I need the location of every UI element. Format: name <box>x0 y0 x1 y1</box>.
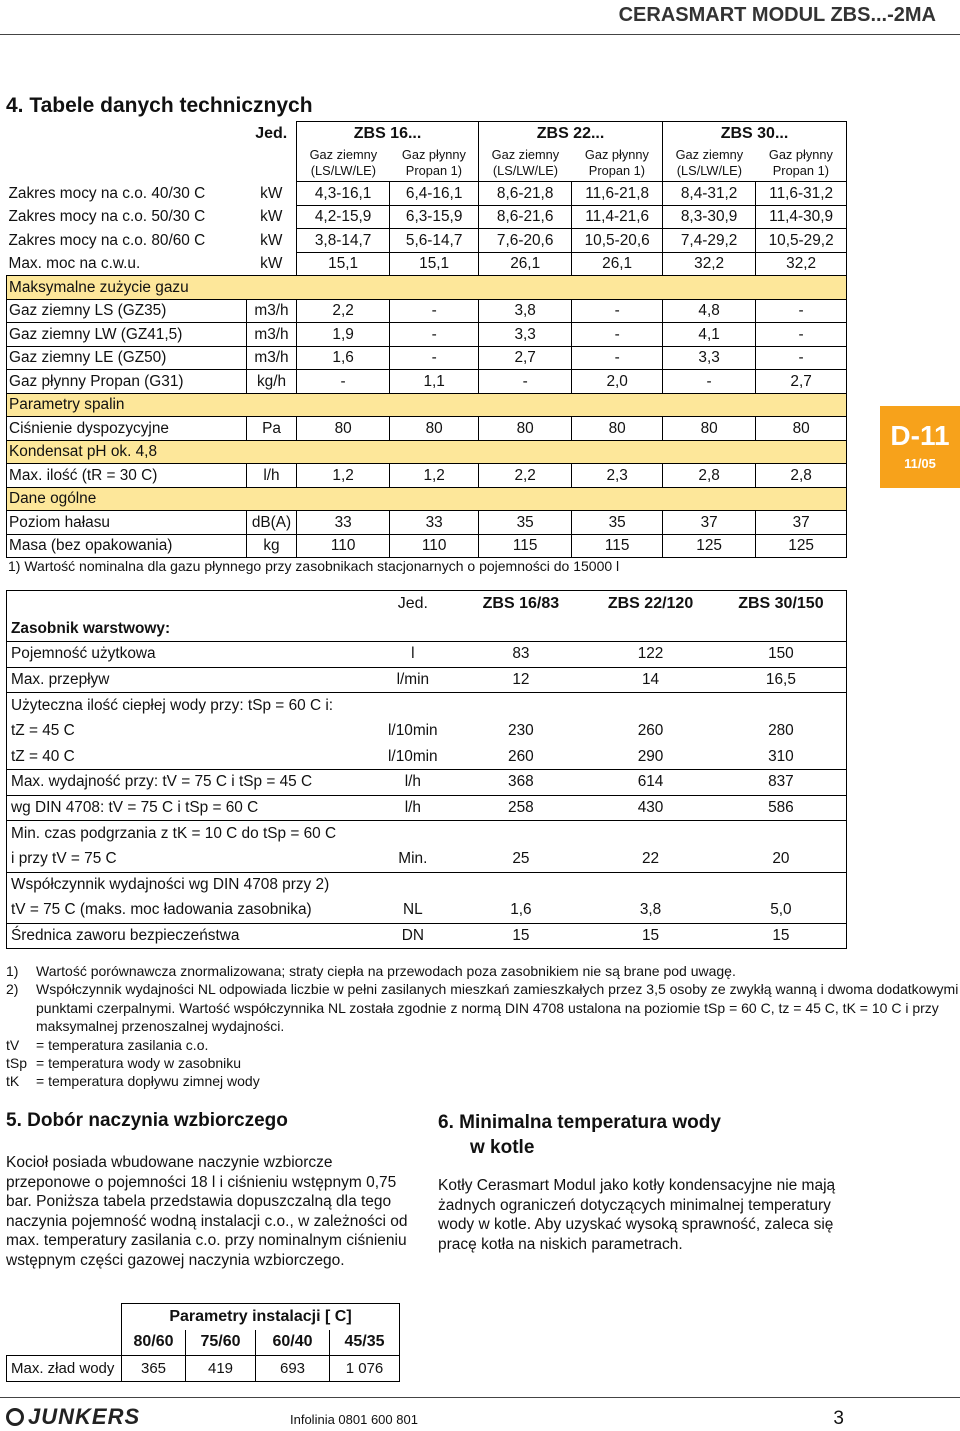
value-cell: - <box>390 299 479 323</box>
value-cell: 230 <box>508 722 534 740</box>
unit-cell: l/h <box>247 464 297 488</box>
value-cell: 110 <box>390 534 479 558</box>
document-header: CERASMART MODUL ZBS...-2MA <box>618 4 936 26</box>
value-cell: 837 <box>716 770 847 796</box>
unit-cell <box>369 872 456 898</box>
row-label: Zakres mocy na c.o. 80/60 C <box>8 231 206 249</box>
unit-cell: kW <box>260 231 283 249</box>
footnote-item <box>6 1072 960 1090</box>
temp-col: 75/60 <box>186 1330 256 1356</box>
section-5-text: Kocioł posiada wbudowane naczynie wzbiorcze przeponowe o pojemności 18 l i ciśnieniu wstępnym 0,75 bar. Poniższa tabela przedstawia dopuszczalną dla tego naczynia pojemność wodną instalacji c.o., w zależności od max. temperatury zasilania c.o. przy nominalnym ciśnieniu wstępnym części gazowej naczynia wzbiorczego. <box>6 1154 408 1269</box>
value-cell: 2,8 <box>663 464 756 488</box>
row-label: Min. czas podgrzania z tK = 10 C do tSp = 60 C <box>11 824 337 842</box>
value-cell: 15 <box>585 923 716 949</box>
value-cell: 1,6 <box>457 898 586 924</box>
unit-cell: kg <box>247 534 297 558</box>
row-label: tZ = 45 C <box>11 722 75 740</box>
value-cell: 1,6 <box>297 346 390 370</box>
value-cell: - <box>479 370 572 394</box>
value-cell: 6,4-16,1 <box>390 182 479 206</box>
value-cell: 80 <box>572 417 663 441</box>
footnotes <box>6 962 960 1091</box>
value-cell: - <box>390 346 479 370</box>
fuel-subheader: Gaz ziemny (LS/LW/LE) <box>663 146 756 182</box>
value-cell: 8,6-21,8 <box>479 182 572 206</box>
expansion-vessel-table <box>6 1303 400 1382</box>
value-cell: - <box>297 370 390 394</box>
unit-cell: NL <box>369 898 456 924</box>
section-tab <box>880 406 960 488</box>
row-label: Gaz płynny Propan (G31) <box>7 370 247 394</box>
value-cell <box>716 693 847 719</box>
section-date: 11/05 <box>904 456 936 471</box>
value-cell: 35 <box>479 511 572 535</box>
value-cell: 2,0 <box>572 370 663 394</box>
row-label: i przy tV = 75 C <box>7 846 370 872</box>
value-cell: 10,5-20,6 <box>572 229 663 253</box>
header-rule <box>0 34 960 35</box>
value-cell: - <box>756 346 847 370</box>
row-label: Współczynnik wydajności wg DIN 4708 przy 2) <box>11 876 330 894</box>
value-cell: 11,4-30,9 <box>756 205 847 229</box>
value-cell: 37 <box>663 511 756 535</box>
value-cell: 1,2 <box>297 464 390 488</box>
unit-cell <box>369 821 456 847</box>
group-header: Kondensat pH ok. 4,8 <box>7 440 847 464</box>
model-header: ZBS 22/120 <box>607 594 694 612</box>
unit-cell: l/min <box>369 667 456 693</box>
value-cell: 22 <box>585 846 716 872</box>
temp-col: 80/60 <box>122 1330 186 1356</box>
value-cell: - <box>572 323 663 347</box>
footnote-key: tV <box>6 1036 20 1053</box>
value-cell: 122 <box>585 642 716 668</box>
value-cell: 14 <box>585 667 716 693</box>
value-cell: 3,8-14,7 <box>297 229 390 253</box>
value-cell: 2,7 <box>756 370 847 394</box>
value-cell: 26,1 <box>479 252 572 276</box>
value-cell: - <box>756 323 847 347</box>
footnote-key: 1) <box>6 963 19 979</box>
value-cell: 80 <box>390 417 479 441</box>
row-label: Masa (bez opakowania) <box>7 534 247 558</box>
value-cell: 25 <box>457 846 586 872</box>
model-zbs16: ZBS 16... <box>297 122 479 146</box>
value-cell: 15 <box>716 923 847 949</box>
value-cell: 368 <box>457 770 586 796</box>
value-cell <box>457 693 586 719</box>
row-label: Poziom hałasu <box>7 511 247 535</box>
value-cell: 310 <box>716 744 847 770</box>
section-6-text: Kotły Cerasmart Modul jako kotły kondensacyjne nie mają żadnych ograniczeń dotyczących minimalnej temperatury wody w kotle. Aby uzyskać wysoką sprawność, zaleca się pracę kotła na niskich parametrach. <box>438 1177 836 1253</box>
row-label: Gaz ziemny LW (GZ41,5) <box>7 323 247 347</box>
footnote-item <box>6 980 960 1035</box>
value-cell: 115 <box>572 534 663 558</box>
row-label: Gaz ziemny LS (GZ35) <box>7 299 247 323</box>
fuel-subheader: Gaz ziemny (LS/LW/LE) <box>297 146 390 182</box>
value-cell: 614 <box>585 770 716 796</box>
value-cell: 125 <box>663 534 756 558</box>
unit-cell: kW <box>260 208 283 226</box>
value-cell: 80 <box>663 417 756 441</box>
value-cell: 3,8 <box>585 898 716 924</box>
unit-header: Jed. <box>255 124 288 142</box>
section-code: D-11 <box>890 420 950 451</box>
value-cell: 1,9 <box>297 323 390 347</box>
value-cell: 290 <box>585 744 716 770</box>
row-label: Max. wydajność przy: tV = 75 C i tSp = 45 C <box>7 770 370 796</box>
model-zbs30: ZBS 30... <box>663 122 847 146</box>
t3-value: 1 076 <box>330 1356 400 1382</box>
fuel-subheader: Gaz ziemny (LS/LW/LE) <box>479 146 572 182</box>
row-label: Gaz ziemny LE (GZ50) <box>7 346 247 370</box>
unit-cell: l/10min <box>388 722 438 740</box>
footnote-key: tSp <box>6 1055 28 1072</box>
brand-icon <box>6 1408 24 1426</box>
value-cell: 80 <box>479 417 572 441</box>
value-cell: 1,1 <box>390 370 479 394</box>
value-cell: 26,1 <box>572 252 663 276</box>
row-label: Max. przepływ <box>7 667 370 693</box>
value-cell: 15,1 <box>390 252 479 276</box>
value-cell: 32,2 <box>663 252 756 276</box>
footnote-key: 2) <box>6 981 19 998</box>
row-label: tZ = 40 C <box>7 744 370 770</box>
value-cell <box>716 821 847 847</box>
fuel-subheader: Gaz płynny Propan 1) <box>572 146 663 182</box>
junkers-logo: JUNKERS <box>6 1404 140 1430</box>
t3-row-label: Max. zład wody <box>7 1356 122 1382</box>
fuel-subheader: Gaz płynny Propan 1) <box>756 146 847 182</box>
value-cell: 83 <box>457 642 586 668</box>
unit-cell: l/h <box>369 795 456 821</box>
footnote-item <box>6 962 960 980</box>
value-cell <box>585 872 716 898</box>
value-cell <box>457 821 586 847</box>
row-label: Zakres mocy na c.o. 40/30 C <box>8 184 206 202</box>
row-label: Średnica zaworu bezpieczeństwa <box>7 923 370 949</box>
model-zbs22: ZBS 22... <box>479 122 663 146</box>
row-label: Ciśnienie dyspozycyjne <box>7 417 247 441</box>
value-cell: 3,3 <box>663 346 756 370</box>
unit-cell: kW <box>260 184 283 202</box>
hotline: Infolinia 0801 600 801 <box>290 1412 418 1427</box>
unit-cell: dB(A) <box>247 511 297 535</box>
value-cell: 260 <box>637 722 664 740</box>
value-cell: - <box>756 299 847 323</box>
unit-cell: l <box>369 642 456 668</box>
value-cell: 8,3-30,9 <box>663 205 756 229</box>
group-header: Parametry spalin <box>7 393 847 417</box>
tank-title: Zasobnik warstwowy: <box>7 616 370 642</box>
storage-tank-table <box>6 590 847 949</box>
value-cell: 280 <box>768 722 794 740</box>
unit-cell: kg/h <box>247 370 297 394</box>
value-cell <box>585 821 716 847</box>
footnote-item <box>6 1036 960 1054</box>
unit-cell: Min. <box>369 846 456 872</box>
value-cell: 4,3-16,1 <box>297 182 390 206</box>
value-cell: 6,3-15,9 <box>390 205 479 229</box>
value-cell: 5,0 <box>716 898 847 924</box>
footnote-text: = temperatura zasilania c.o. <box>36 1036 209 1053</box>
page-number: 3 <box>833 1408 844 1429</box>
value-cell: 3,3 <box>479 323 572 347</box>
footer-rule <box>0 1397 960 1398</box>
value-cell: 35 <box>572 511 663 535</box>
value-cell: 125 <box>756 534 847 558</box>
unit-header: Jed. <box>397 594 428 612</box>
value-cell: 37 <box>756 511 847 535</box>
t3-value: 693 <box>256 1356 330 1382</box>
value-cell: 11,6-31,2 <box>756 182 847 206</box>
unit-cell: m3/h <box>247 323 297 347</box>
value-cell: 258 <box>457 795 586 821</box>
unit-cell: m3/h <box>247 346 297 370</box>
value-cell: 115 <box>479 534 572 558</box>
value-cell: 16,5 <box>716 667 847 693</box>
value-cell: 20 <box>716 846 847 872</box>
t3-title: Parametry instalacji [ C] <box>122 1304 400 1330</box>
temp-col: 60/40 <box>256 1330 330 1356</box>
value-cell: 4,8 <box>663 299 756 323</box>
value-cell: 10,5-29,2 <box>756 229 847 253</box>
value-cell: 4,1 <box>663 323 756 347</box>
footnote-text: Współczynnik wydajności NL odpowiada liczbie w pełni zasilanych mieszkań zamieszkałych przez 3,5 osoby ze zwykłą wanną i dwoma dodatkowymi punktami czerpalnymi. Wartość współczynnika NL została zgodnie z normą DIN 4708 ustalona na poziomie tSp = 60 C, tz = 45 C, tK = 10 C i przy maksymalnej przenoszalnej wydajności. <box>36 981 959 1035</box>
model-header: ZBS 30/150 <box>738 594 824 612</box>
t3-value: 365 <box>122 1356 186 1382</box>
value-cell: 7,6-20,6 <box>479 229 572 253</box>
value-cell: 15 <box>457 923 586 949</box>
footnote-text: Wartość porównawcza znormalizowana; straty ciepła na przewodach poza zasobnikiem nie są brane pod uwagę. <box>36 963 736 979</box>
footnote-item <box>6 1054 960 1072</box>
value-cell: 2,2 <box>297 299 390 323</box>
value-cell <box>585 693 716 719</box>
footnote-text: = temperatura dopływu zimnej wody <box>36 1073 260 1090</box>
value-cell <box>457 872 586 898</box>
section-4-title: 4. Tabele danych technicznych <box>6 94 313 117</box>
value-cell: 110 <box>297 534 390 558</box>
group-header: Dane ogólne <box>7 487 847 511</box>
value-cell: 4,2-15,9 <box>297 205 390 229</box>
value-cell: 1,2 <box>390 464 479 488</box>
fuel-subheader: Gaz płynny Propan 1) <box>390 146 479 182</box>
row-label: Zakres mocy na c.o. 50/30 C <box>8 208 206 226</box>
value-cell: 7,4-29,2 <box>663 229 756 253</box>
value-cell: 5,6-14,7 <box>390 229 479 253</box>
unit-cell: m3/h <box>247 299 297 323</box>
value-cell: - <box>572 346 663 370</box>
temp-col: 45/35 <box>330 1330 400 1356</box>
value-cell: - <box>390 323 479 347</box>
value-cell: 2,8 <box>756 464 847 488</box>
unit-cell: DN <box>369 923 456 949</box>
footnote-key: tK <box>6 1073 20 1090</box>
value-cell: 33 <box>297 511 390 535</box>
row-label: Max. moc na c.w.u. <box>8 254 141 272</box>
t3-value: 419 <box>186 1356 256 1382</box>
unit-cell: Pa <box>247 417 297 441</box>
footnote-text: = temperatura wody w zasobniku <box>36 1055 242 1072</box>
value-cell: 11,6-21,8 <box>572 182 663 206</box>
unit-cell: l/h <box>369 770 456 796</box>
row-label: Pojemność użytkowa <box>7 642 370 668</box>
table1-footnote: 1) Wartość nominalna dla gazu płynnego przy zasobnikach stacjonarnych o pojemności do 15000 l <box>8 558 620 574</box>
group-header: Maksymalne zużycie gazu <box>7 276 847 300</box>
value-cell: 12 <box>457 667 586 693</box>
unit-cell <box>369 693 456 719</box>
value-cell: - <box>663 370 756 394</box>
value-cell: 32,2 <box>756 252 847 276</box>
value-cell: 260 <box>457 744 586 770</box>
value-cell: 2,2 <box>479 464 572 488</box>
value-cell: 2,7 <box>479 346 572 370</box>
section-6-title: 6. Minimalna temperatura wody w kotle <box>438 1112 721 1158</box>
row-label: Max. ilość (tR = 30 C) <box>7 464 247 488</box>
value-cell: 430 <box>585 795 716 821</box>
unit-cell: kW <box>260 254 283 272</box>
value-cell: 80 <box>756 417 847 441</box>
row-label: Użyteczna ilość ciepłej wody przy: tSp = 60 C i: <box>11 696 334 714</box>
row-label: wg DIN 4708: tV = 75 C i tSp = 60 C <box>7 795 370 821</box>
value-cell: 586 <box>716 795 847 821</box>
value-cell: 15,1 <box>297 252 390 276</box>
technical-data-table <box>6 121 847 558</box>
model-header: ZBS 16/83 <box>482 594 560 612</box>
value-cell: 11,4-21,6 <box>572 205 663 229</box>
row-label: tV = 75 C (maks. moc ładowania zasobnika) <box>7 898 370 924</box>
value-cell: 8,4-31,2 <box>663 182 756 206</box>
value-cell: 150 <box>716 642 847 668</box>
value-cell <box>716 872 847 898</box>
value-cell: 2,3 <box>572 464 663 488</box>
value-cell: 3,8 <box>479 299 572 323</box>
value-cell: 33 <box>390 511 479 535</box>
value-cell: 80 <box>297 417 390 441</box>
section-5-title: 5. Dobór naczynia wzbiorczego <box>6 1110 288 1131</box>
value-cell: 8,6-21,6 <box>479 205 572 229</box>
unit-cell: l/10min <box>369 744 456 770</box>
value-cell: - <box>572 299 663 323</box>
